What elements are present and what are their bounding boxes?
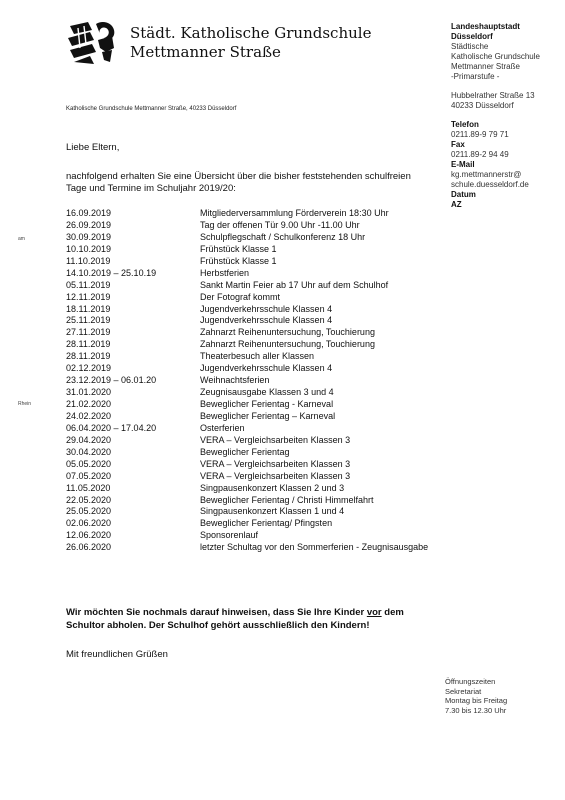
schedule-event: Frühstück Klasse 1 [200,255,277,266]
schedule-date: 25.05.2020 [66,506,112,517]
schedule-date: 12.06.2020 [66,530,112,541]
school-name-line2: Mettmanner Straße [130,43,281,61]
schedule-date: 10.10.2019 [66,243,112,254]
return-address: Katholische Grundschule Mettmanner Straße, 40233 Düsseldorf [66,106,237,112]
city-line1: Landeshauptstadt [451,22,520,31]
schedule-date: 28.11.2019 [66,339,111,350]
schedule-date: 11.10.2019 [66,255,111,266]
schedule-date: 26.09.2019 [66,219,112,230]
office-hours-days: Montag bis Freitag [445,696,508,705]
schedule-event: Beweglicher Ferientag - Karneval [200,399,334,409]
schedule-event: VERA – Vergleichsarbeiten Klassen 3 [200,458,351,469]
letter-intro [66,171,436,195]
schedule-date: 26.06.2020 [66,542,112,553]
phone-label: Telefon [451,120,479,129]
schedule-event: Zeugnisausgabe Klassen 3 und 4 [200,387,334,398]
schedule-event: Sponsorenlauf [200,530,259,541]
schedule-date: 02.06.2020 [66,518,112,529]
schedule-date: 12.11.2019 [66,291,111,302]
schedule-event: Beweglicher Ferientag [200,446,290,457]
phone-number: 0211.89-9 79 71 [451,130,509,139]
office-hours-label1: Öffnungszeiten [445,677,496,686]
org-line2: Katholische Grundschule [451,52,540,61]
schedule-event: Zahnarzt Reihenuntersuchung, Touchierung [200,327,375,338]
schedule-event: Weihnachtsferien [200,375,270,386]
schedule-date: 05.05.2020 [66,458,112,469]
pickup-notice [66,606,426,632]
email-line1: kg.mettmannerstr@ [451,170,522,179]
intro-line2: Tage und Termine im Schuljahr 2019/20: [66,183,236,194]
date-label: Datum [451,190,476,199]
schedule-event: Sankt Martin Feier ab 17 Uhr auf dem Schulhof [200,279,389,290]
school-name [130,24,371,62]
schedule-event: Osterferien [200,422,245,433]
schedule-event: Tag der offenen Tür 9.00 Uhr -11.00 Uhr [200,219,360,230]
schedule-event: Singpausenkonzert Klassen 2 und 3 [200,482,345,493]
margin-note-rhein: Rhein [18,401,32,407]
letter-closing: Mit freundlichen Grüßen [66,649,168,660]
schedule-date: 25.11.2019 [66,315,111,326]
letter-greeting: Liebe Eltern, [66,142,120,153]
schedule-date: 16.09.2019 [66,208,112,218]
fax-number: 0211.89-2 94 49 [451,150,509,159]
notice-emphasis: vor [366,607,382,618]
schedule-date: 22.05.2020 [66,494,112,505]
schedule-event: Herbstferien [200,267,250,278]
schedule-event: Mitgliederversammlung Förderverein 18:30 Uhr [200,208,389,218]
schedule-event: Jugendverkehrsschule Klassen 4 [200,315,333,326]
office-hours-label2: Sekretariat [445,686,482,696]
reference-label: AZ [451,200,462,209]
email-label: E-Mail [451,160,475,169]
schedule-event: Jugendverkehrsschule Klassen 4 [200,303,333,314]
schedule-event: VERA – Vergleichsarbeiten Klassen 3 [200,434,351,445]
schedule-event: Jugendverkehrsschule Klassen 4 [200,363,333,374]
schedule-event: Schulpflegschaft / Schulkonferenz 18 Uhr [200,231,366,242]
margin-note-am: am [18,236,25,242]
fax-label: Fax [451,140,465,149]
schedule-event: Beweglicher Ferientag – Karneval [200,410,336,421]
schedule-event: Beweglicher Ferientag/ Pfingsten [200,518,333,529]
schedule-date: 05.11.2019 [66,279,111,290]
schedule-date: 28.11.2019 [66,351,111,362]
intro-line1: nachfolgend erhalten Sie eine Übersicht über die bisher feststehenden schulfreien [66,171,411,182]
email-line2: schule.duesseldorf.de [451,180,529,189]
notice-part2: dem Schultor abholen. Der Schulhof gehört ausschließlich den Kindern! [66,607,404,631]
schedule-date: 11.05.2020 [66,482,111,493]
schedule-event: VERA – Vergleichsarbeiten Klassen 3 [200,470,351,481]
schedule-event: Zahnarzt Reihenuntersuchung, Touchierung [200,339,375,350]
schedule-event: Frühstück Klasse 1 [200,243,277,254]
notice-part1: Wir möchten Sie nochmals darauf hinweisen, dass Sie Ihre Kinder [66,607,367,618]
schedule-date: 30.04.2020 [66,446,112,457]
schedule-date: 29.04.2020 [66,434,112,445]
schedule-date: 24.02.2020 [66,410,112,421]
street-address: Hubbelrather Straße 13 [451,91,535,100]
schedule-date: 07.05.2020 [66,470,112,481]
office-hours [445,677,507,715]
schedule-date: 27.11.2019 [66,327,111,338]
schedule-date: 06.04.2020 – 17.04.20 [66,422,157,433]
schedule-date: 14.10.2019 – 25.10.19 [66,267,157,278]
zip-city: 40233 Düsseldorf [451,101,514,110]
schedule-event: Theaterbesuch aller Klassen [200,351,315,362]
org-line4: -Primarstufe - [451,72,500,81]
schedule-date: 30.09.2019 [66,231,112,242]
schedule-date: 23.12.2019 – 06.01.20 [66,375,157,386]
schedule-event: Beweglicher Ferientag / Christi Himmelfahrt [200,494,374,505]
schedule-date: 02.12.2019 [66,363,112,374]
school-name-line1: Städt. Katholische Grundschule [130,24,372,42]
letterhead-sidebar [451,22,563,210]
city-line2: Düsseldorf [451,32,493,41]
schedule-event: Der Fotograf kommt [200,291,281,302]
office-hours-time: 7.30 bis 12.30 Uhr [445,705,507,715]
schedule-date: 21.02.2020 [66,399,112,409]
schedule-date: 18.11.2019 [66,303,111,314]
schedule-event: letzter Schultag vor den Sommerferien - Zeugnisausgabe [200,542,429,553]
schedule-date: 31.01.2020 [66,387,112,398]
org-line3: Mettmanner Straße [451,62,520,71]
org-line1: Städtische [451,42,489,51]
schedule-event: Singpausenkonzert Klassen 1 und 4 [200,506,345,517]
school-crest-icon [66,18,120,66]
